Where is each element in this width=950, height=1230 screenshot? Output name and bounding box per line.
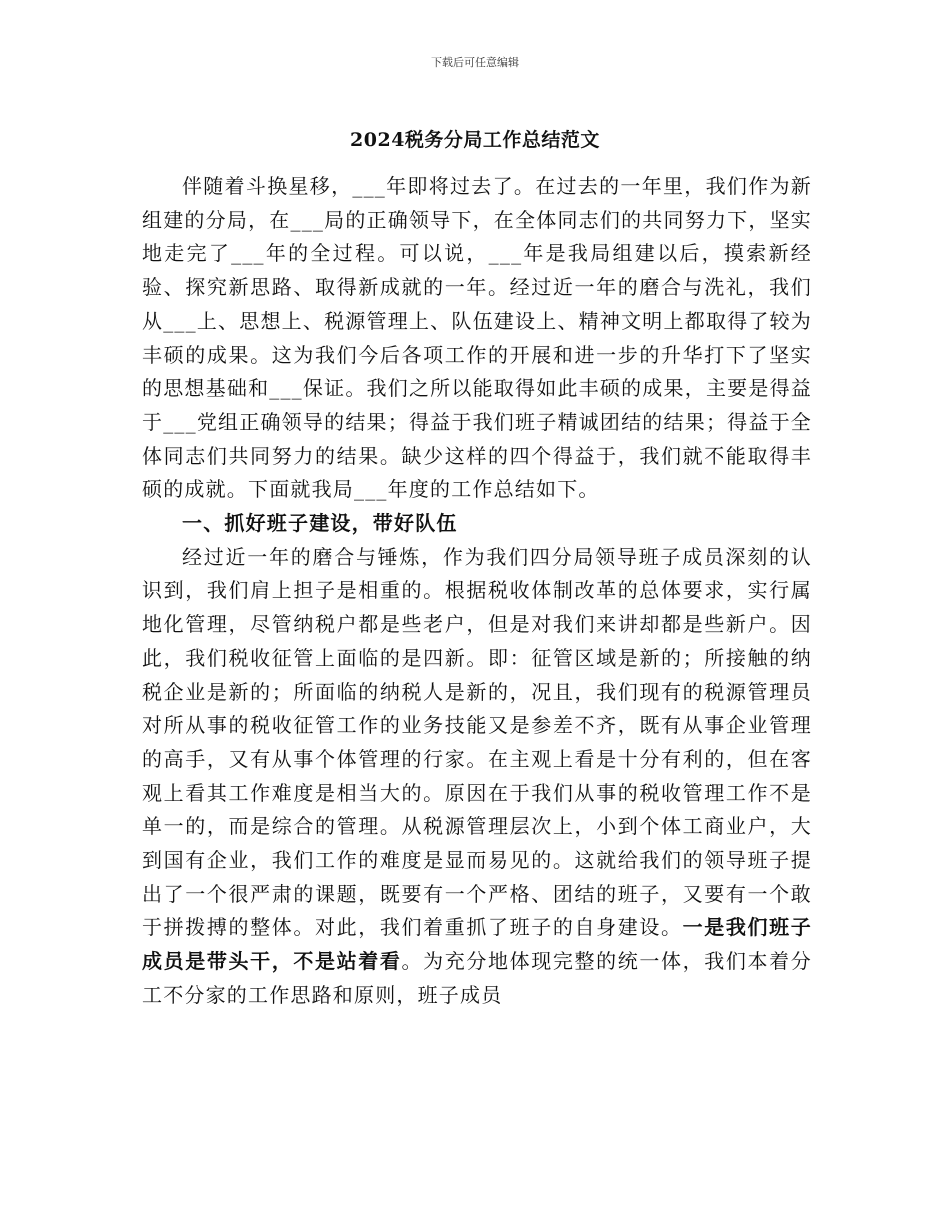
paragraph-intro: 伴随着斗换星移，___年即将过去了。在过去的一年里，我们作为新组建的分局，在___局的正确领导下，在全体同志们的共同努力下，坚实地走完了___年的全过程。可以说，___年是我局组建以后，摸索新经验、探究新思路、取得新成就的一年。经过近一年的磨合与洗礼，我们从___上、思想上、税源管理上、队伍建设上、精神文明上都取得了较为丰硕的成果。这为我们今后各项工作的开展和进一步的升华打下了坚实的思想基础和___保证。我们之所以能取得如此丰硕的成果，主要是得益于___党组正确领导的结果；得益于我们班子精诚团结的结果；得益于全体同志们共同努力的结果。缺少这样的四个得益于，我们就不能取得丰硕的成就。下面就我局___年度的工作总结如下。 — [142, 174, 812, 502]
bold-emphasis: 一是我们班子成员是带头干，不是站着看 — [142, 915, 813, 974]
document-title: 2024税务分局工作总结范文 — [350, 129, 600, 151]
paragraph-text-continued: 。为充分地体现完整的统一体，我们本着分工不分家的工作思路和原则，班子成员 — [142, 949, 812, 1007]
section-heading-1: 一、抓好班子建设，带好队伍 — [182, 511, 458, 536]
paragraph-text: 经过近一年的磨合与锤炼，作为我们四分局领导班子成员深刻的认识到，我们肩上担子是相重的。根据税收体制改革的总体要求，实行属地化管理，尽管纳税户都是些老户，但是对我们来讲却都是些新户。因此，我们税收征管上面临的是四新。即：征管区域是新的；所接触的纳税企业是新的；所面临的纳税人是新的，况且，我们现有的税源管理员对所从事的税收征管工作的业务技能又是参差不齐，既有从事企业管理的高手，又有从事个体管理的行家。在主观上看是十分有利的，但在客观上看其工作难度是相当大的。原因在于我们从事的税收管理工作不是单一的，而是综合的管理。从税源管理层次上，小到个体工商业户，大到国有企业，我们工作的难度是显而易见的。这就给我们的领导班子提出了一个很严肃的课题，既要有一个严格、团结的班子，又要有一个敢于拼拨搏的整体。对此，我们着重抓了班子的自身建设。 — [142, 544, 812, 940]
paragraph-team-building — [142, 541, 812, 1013]
header-note: 下载后可任意编辑 — [431, 56, 519, 69]
document-body — [142, 170, 812, 1013]
